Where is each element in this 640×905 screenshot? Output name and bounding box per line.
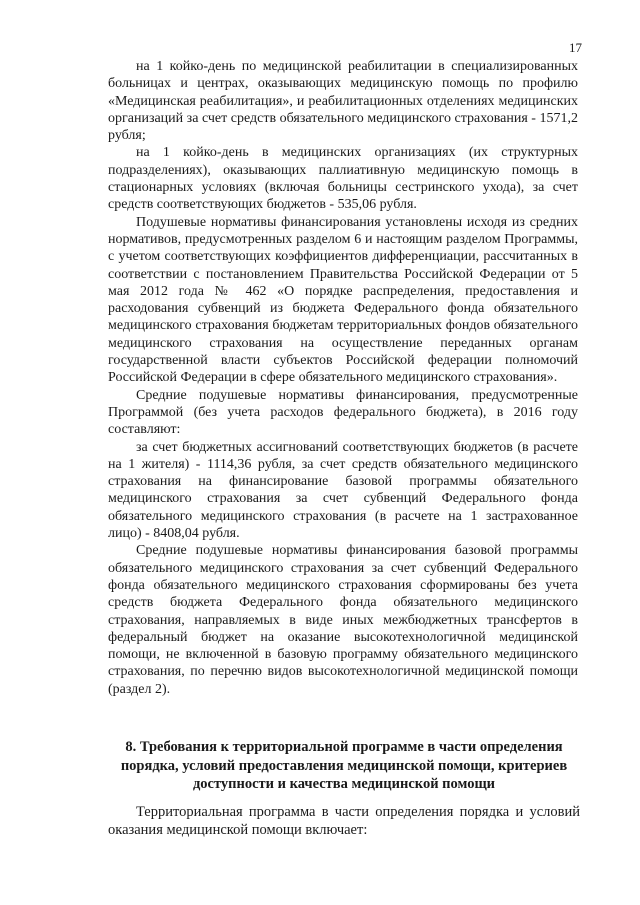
paragraph-budget-amounts: за счет бюджетных ассигнований соответствующих бюджетов (в расчете на 1 жителя) - 1114,36 рубля, за счет средств обязательного медицинского страхования на финансирование базовой программы обязательного медицинского страхования за счет субвенций Федерального фонда обязательного медицинского страхования (в расчете на 1 застрахованное лицо) - 8408,04 рубля. [108,439,578,542]
page-number: 17 [569,40,582,55]
intro-paragraph: Территориальная программа в части определения порядка и условий оказания медицинской помощи включает: [108,804,580,838]
paragraph-average-norms: Средние подушевые нормативы финансирования, предусмотренные Программой (без учета расходов федерального бюджета), в 2016 году составляют: [108,387,578,438]
intro-section [108,803,580,839]
body-text [108,58,578,698]
paragraph-palliative-rate: на 1 койко-день в медицинских организациях (их структурных подразделениях), оказывающих паллиативную медицинскую помощь в стационарных условиях (включая больницы сестринского ухода), за счет средств соответствующих бюджетов - 535,06 рубля. [108,145,578,213]
paragraph-base-program: Средние подушевые нормативы финансирования базовой программы обязательного медицинского страхования за счет субвенций Федерального фонда обязательного медицинского страхования сформированы без учета средств бюджета Федерального фонда обязательного медицинского страхования, направляемых в виде иных межбюджетных трансфертов в федеральный бюджет на оказание высокотехнологичной медицинской помощи, не включенной в базовую программу обязательного медицинского страхования, по перечню видов высокотехнологичной медицинской помощи (раздел 2). [108,543,578,697]
paragraph-capita-norms: Подушевые нормативы финансирования установлены исходя из средних нормативов, предусмотренных разделом 6 и настоящим разделом Программы, с учетом соответствующих коэффициентов дифференциации, рассчитанных в соответствии с постановлением Правительства Российской Федерации от 5 мая 2012 года № 462 «О порядке распределения, предоставления и расходования субвенций из бюджета Федерального фонда обязательного медицинского страхования бюджетам территориальных фондов обязательного медицинского страхования на осуществление переданных органам государственной власти субъектов Российской федерации полномочий Российской Федерации в сфере обязательного медицинского страхования». [108,214,578,386]
section-heading: 8. Требования к территориальной программе в части определения порядка, условий предоставления медицинской помощи, критериев доступности и качества медицинской помощи [120,739,568,792]
paragraph-rehab-rate: на 1 койко-день по медицинской реабилитации в специализированных больницах и центрах, оказывающих медицинскую помощь по профилю «Медицинская реабилитация», и реабилитационных отделениях медицинских организаций за счет средств обязательного медицинского страхования - 1571,2 рубля; [108,59,578,144]
